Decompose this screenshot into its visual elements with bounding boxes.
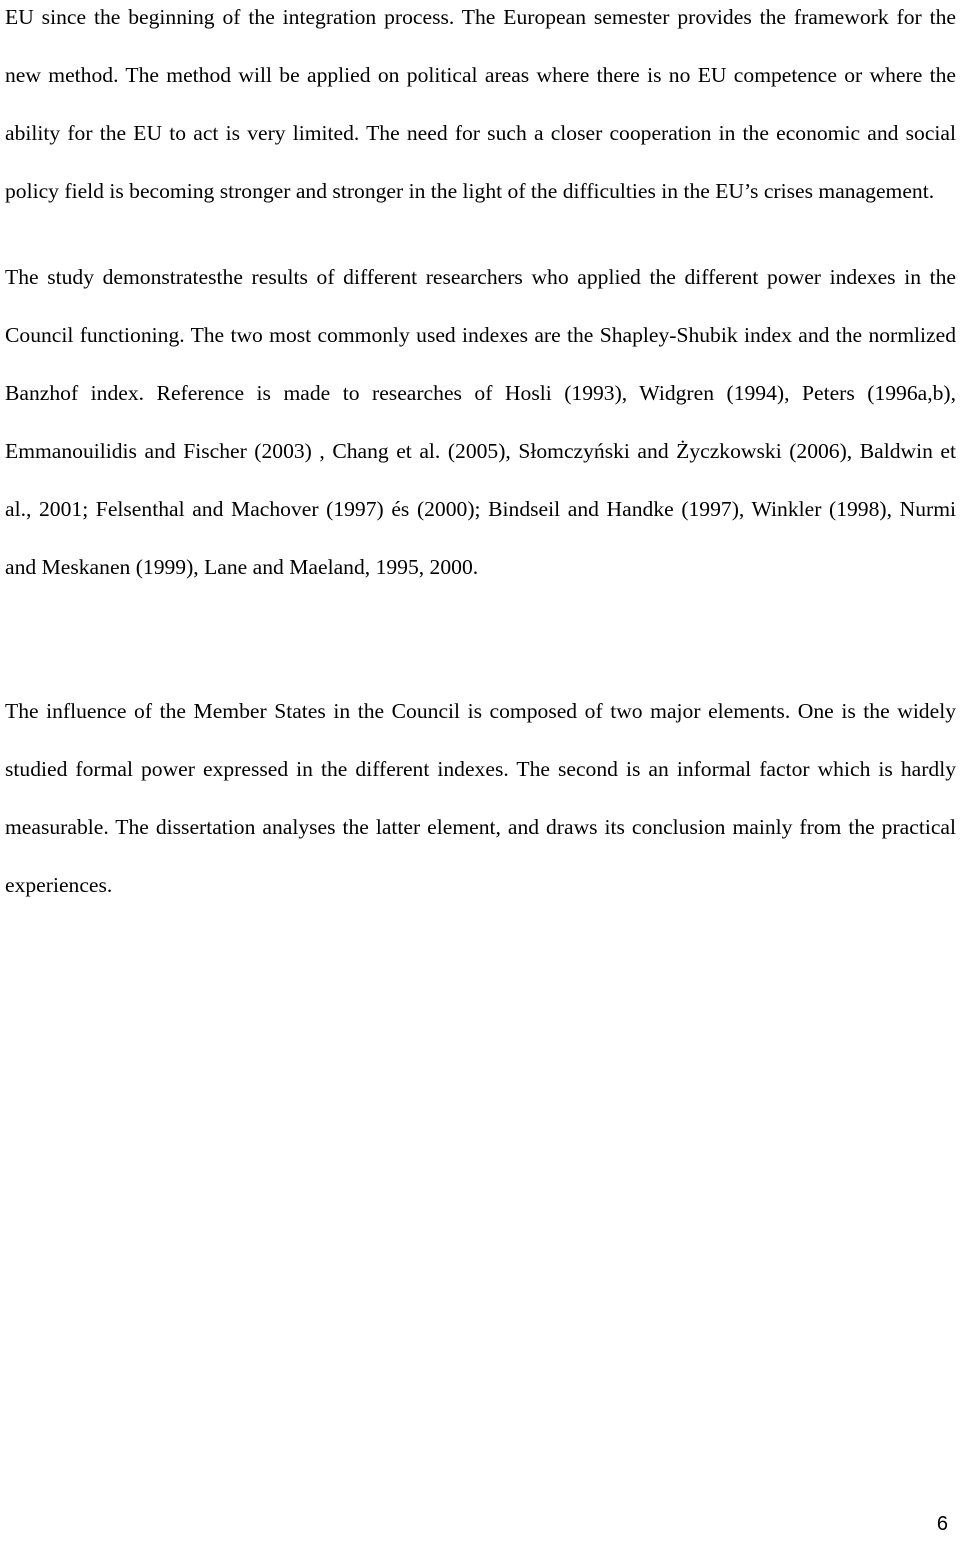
page-number: 6: [936, 1513, 948, 1535]
paragraph-open-method: EU since the beginning of the integration process. The European semester provides the framework for the new method. The method will be applied on political areas where there is no EU competence or where the ability for the EU to act is very limited. The need for such a closer cooperation in the economic and social policy field is becoming stronger and stronger in the light of the difficulties in the EU’s crises management.: [5, 5, 956, 203]
paragraph-member-state-influence: The influence of the Member States in the Council is composed of two major elements. One is the widely studied formal power expressed in the different indexes. The second is an informal factor which is hardly measurable. The dissertation analyses the latter element, and draws its conclusion mainly from the practical experiences.: [5, 699, 956, 897]
paragraph-power-indexes: The study demonstratesthe results of different researchers who applied the different power indexes in the Council functioning. The two most commonly used indexes are the Shapley-Shubik index and the normlized Banzhof index. Reference is made to researches of Hosli (1993), Widgren (1994), Peters (1996a,b), Emmanouilidis and Fischer (2003) , Chang et al. (2005), Słomczyński and Życzkowski (2006), Baldwin et al., 2001; Felsenthal and Machover (1997) és (2000); Bindseil and Handke (1997), Winkler (1998), Nurmi and Meskanen (1999), Lane and Maeland, 1995, 2000.: [5, 265, 956, 579]
document-body: [5, 0, 956, 914]
